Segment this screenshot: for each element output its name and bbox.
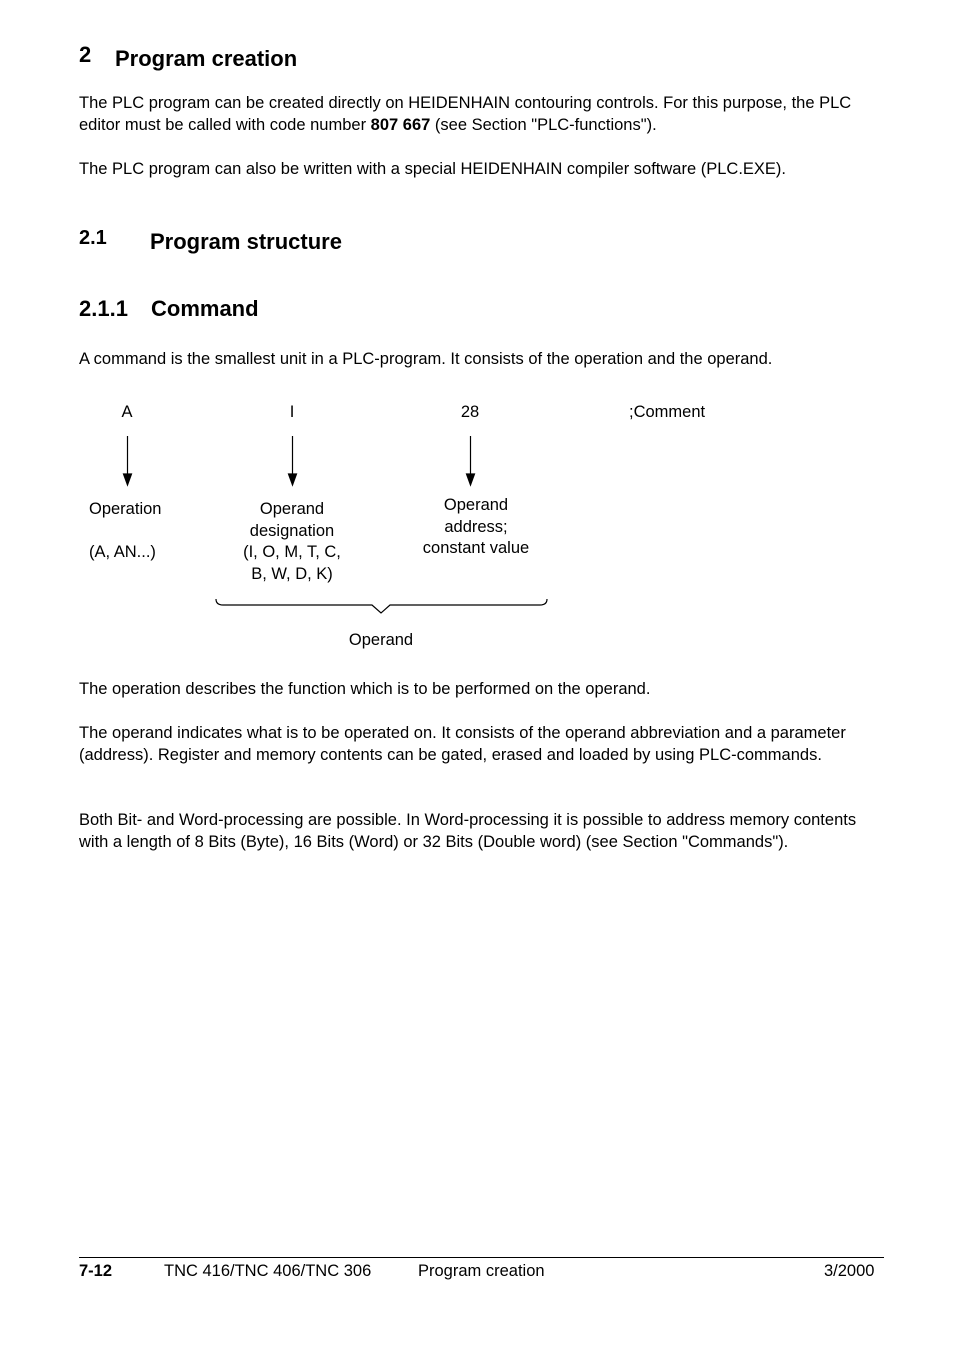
subsection-number: 2.1: [79, 227, 107, 249]
subsubsection-title: Command: [151, 296, 259, 321]
operand-paragraph: The operand indicates what is to be operated on. It consists of the operand abbreviation and a parameter (address). Register and memory contents can be gated, erased and loaded by using PLC-commands.: [79, 724, 846, 764]
arrow-down-icon: [467, 436, 475, 485]
subsubsection-number: 2.1.1: [79, 296, 128, 321]
diagram-address-token: 28: [460, 403, 480, 421]
diagram-designation-token: I: [289, 403, 295, 421]
diagram-comment-token: ;Comment: [629, 403, 706, 421]
designation-block: [212, 499, 372, 585]
designation-line: designation: [249, 521, 335, 540]
section-title: Program creation: [115, 46, 298, 71]
footer-chapter: Program creation: [418, 1262, 545, 1280]
designation-line: B, W, D, K): [251, 564, 333, 583]
operation-examples: (A, AN...): [89, 543, 156, 561]
section-number: 2: [79, 42, 92, 67]
address-line: Operand: [443, 496, 509, 514]
brace-label: Operand: [348, 631, 414, 649]
address-line: address;: [444, 517, 508, 536]
subsection-title: Program structure: [150, 229, 342, 254]
compiler-paragraph: The PLC program can also be written with a special HEIDENHAIN compiler software (PLC.EXE).: [79, 160, 787, 178]
bits-paragraph: Both Bit- and Word-processing are possible. In Word-processing it is possible to address memory contents with a length of 8 Bits (Byte), 16 Bits (Word) or 32 Bits (Double word) (see Section "Commands").: [79, 811, 857, 851]
code-number: 807 667: [370, 116, 431, 134]
footer-date: 3/2000: [824, 1262, 875, 1280]
operation-paragraph: The operation describes the function which is to be performed on the operand.: [79, 680, 651, 698]
arrow-down-icon: [289, 436, 297, 485]
command-intro-paragraph: A command is the smallest unit in a PLC-program. It consists of the operation and the operand.: [79, 350, 773, 368]
address-block: [396, 495, 556, 560]
diagram-operation-token: A: [121, 403, 133, 421]
intro-text-a: The PLC program can be created directly on HEIDENHAIN contouring controls. For this purpose, the PLC editor must be called with code number: [79, 94, 852, 134]
footer-models: TNC 416/TNC 406/TNC 306: [164, 1262, 372, 1280]
arrow-down-icon: [124, 436, 132, 485]
designation-line: Operand: [259, 500, 325, 518]
operation-label: Operation: [89, 500, 162, 518]
address-line: constant value: [422, 539, 530, 557]
designation-line: (I, O, M, T, C,: [243, 543, 341, 561]
footer-page-number: 7-12: [79, 1262, 113, 1280]
brace-icon: [216, 599, 547, 613]
intro-text-b: (see Section "PLC-functions").: [434, 116, 657, 134]
footer-rule: [79, 1257, 884, 1258]
